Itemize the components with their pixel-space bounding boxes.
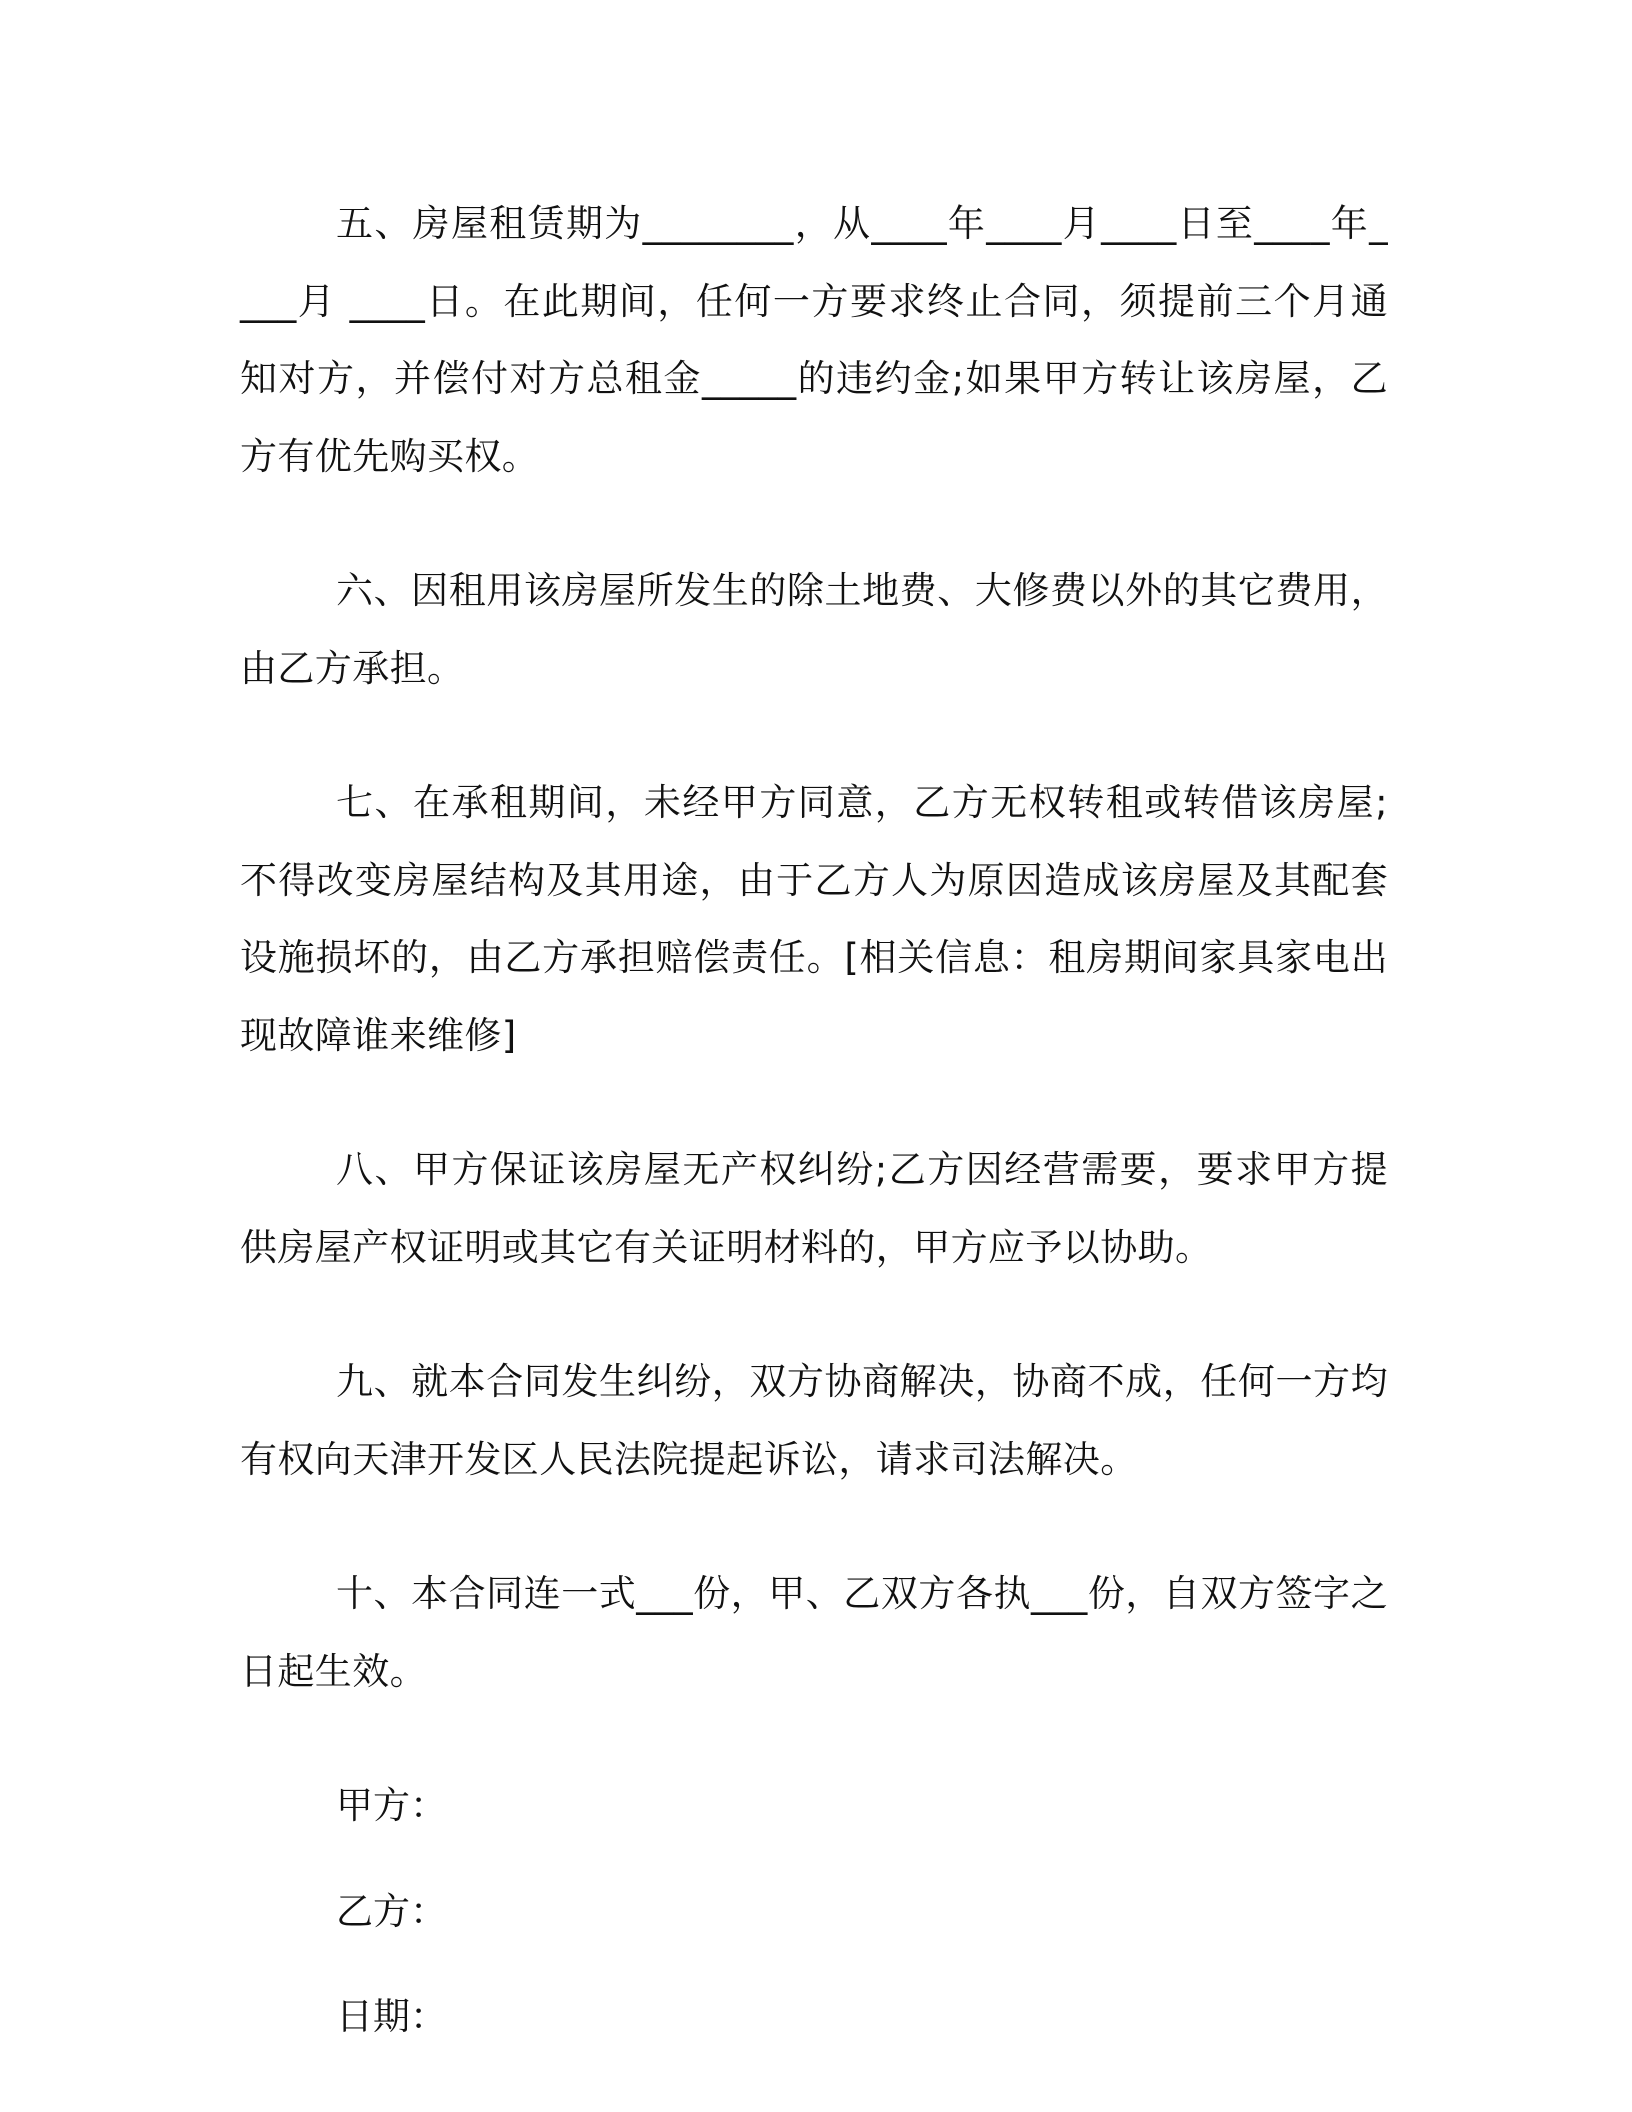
clause-7: 七、在承租期间，未经甲方同意，乙方无权转租或转借该房屋;不得改变房屋结构及其用途，由于乙方人为原因造成该房屋及其配套设施损坏的，由乙方承担赔偿责任。[相关信息：租房期间家具家电出现故障谁来维修] — [240, 781, 1388, 1057]
document-page — [240, 185, 1388, 2084]
clause-9: 九、就本合同发生纠纷，双方协商解决，协商不成，任何一方均有权向天津开发区人民法院提起诉讼，请求司法解决。 — [240, 1360, 1388, 1481]
clause-5: 五、房屋租赁期为________，从____年____月____日至____年____月 ____日。在此期间，任何一方要求终止合同，须提前三个月通知对方，并偿付对方总租金_____的违约金;如果甲方转让该房屋，乙方有优先购买权。 — [240, 202, 1388, 478]
signature-date: 日期： — [336, 1995, 447, 2038]
party-b-signature: 乙方： — [336, 1889, 447, 1933]
clause-10: 十、本合同连一式___份，甲、乙双方各执___份，自双方签字之日起生效。 — [240, 1572, 1388, 1693]
clause-6: 六、因租用该房屋所发生的除土地费、大修费以外的其它费用，由乙方承担。 — [240, 569, 1388, 690]
clause-8: 八、甲方保证该房屋无产权纠纷;乙方因经营需要，要求甲方提供房屋产权证明或其它有关证明材料的，甲方应予以协助。 — [240, 1148, 1388, 1269]
party-a-signature: 甲方： — [336, 1784, 447, 1827]
